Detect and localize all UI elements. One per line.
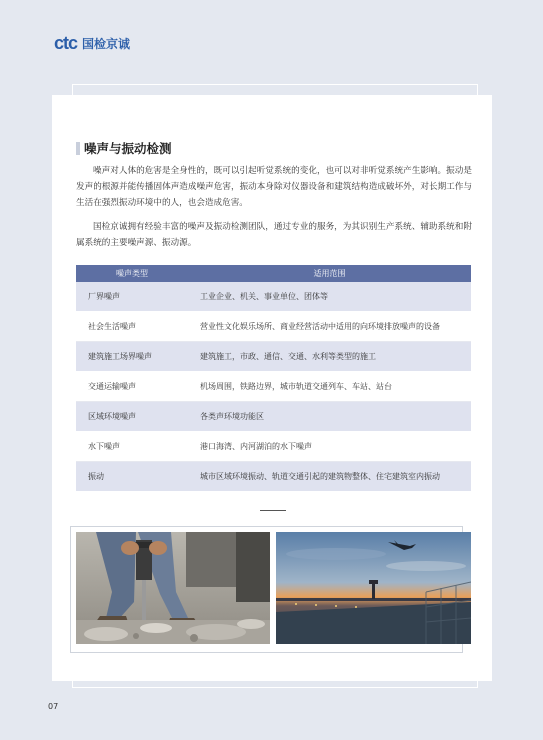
cell-scope: 建筑施工，市政、通信、交通、水利等类型的施工: [188, 342, 471, 372]
table-header-row: [76, 265, 471, 282]
table-row: [76, 462, 471, 492]
table-row: [76, 342, 471, 372]
table-row: [76, 372, 471, 402]
page-number: 07: [48, 702, 59, 711]
cell-type: 交通运输噪声: [76, 372, 188, 402]
cell-scope: 港口海湾、内河湖泊的水下噪声: [188, 432, 471, 462]
table-row: [76, 282, 471, 312]
table-row: [76, 432, 471, 462]
section-title: 噪声与振动检测: [84, 141, 172, 156]
airport-runway-photo: [276, 532, 471, 644]
cell-scope: 各类声环境功能区: [188, 402, 471, 432]
paragraph-1: 噪声对人体的危害是全身性的，既可以引起听觉系统的变化，也可以对非听觉系统产生影响。振动是发声的根源并能传播固体声造成噪声危害，振动本身除对仪器设备和建筑结构造成破坏外，对长期工作与生活在强烈振动环境中的人，也会造成危害。: [76, 166, 472, 208]
cell-type: 振动: [76, 462, 188, 492]
paragraph-2: 国检京诚拥有经验丰富的噪声及振动检测团队，通过专业的服务，为其识别生产系统、辅助系统和附属系统的主要噪声源、振动源。: [76, 222, 472, 248]
logo-mark: ctc: [54, 33, 78, 53]
section-heading: [76, 139, 172, 157]
cell-scope: 营业性文化娱乐场所、商业经营活动中适用的向环境排放噪声的设备: [188, 312, 471, 342]
brand-logo: [54, 33, 130, 54]
table-row: [76, 312, 471, 342]
table-row: [76, 402, 471, 432]
cell-scope: 机场周围，铁路边界，城市轨道交通列车、车站、站台: [188, 372, 471, 402]
cell-type: 区域环境噪声: [76, 402, 188, 432]
cell-type: 厂界噪声: [76, 282, 188, 312]
cell-type: 社会生活噪声: [76, 312, 188, 342]
header-noise-type: 噪声类型: [76, 265, 188, 282]
logo-text: 国检京诚: [82, 37, 131, 51]
cell-type: 水下噪声: [76, 432, 188, 462]
cell-scope: 城市区域环境振动、轨道交通引起的建筑物整体、住宅建筑室内振动: [188, 462, 471, 492]
header-scope: 适用范围: [188, 265, 471, 282]
section-divider: [260, 510, 286, 511]
cell-type: 建筑施工场界噪声: [76, 342, 188, 372]
noise-type-table: [76, 265, 471, 492]
heading-accent: [76, 142, 80, 155]
jackhammer-photo: [76, 532, 270, 644]
cell-scope: 工业企业、机关、事业单位、团体等: [188, 282, 471, 312]
